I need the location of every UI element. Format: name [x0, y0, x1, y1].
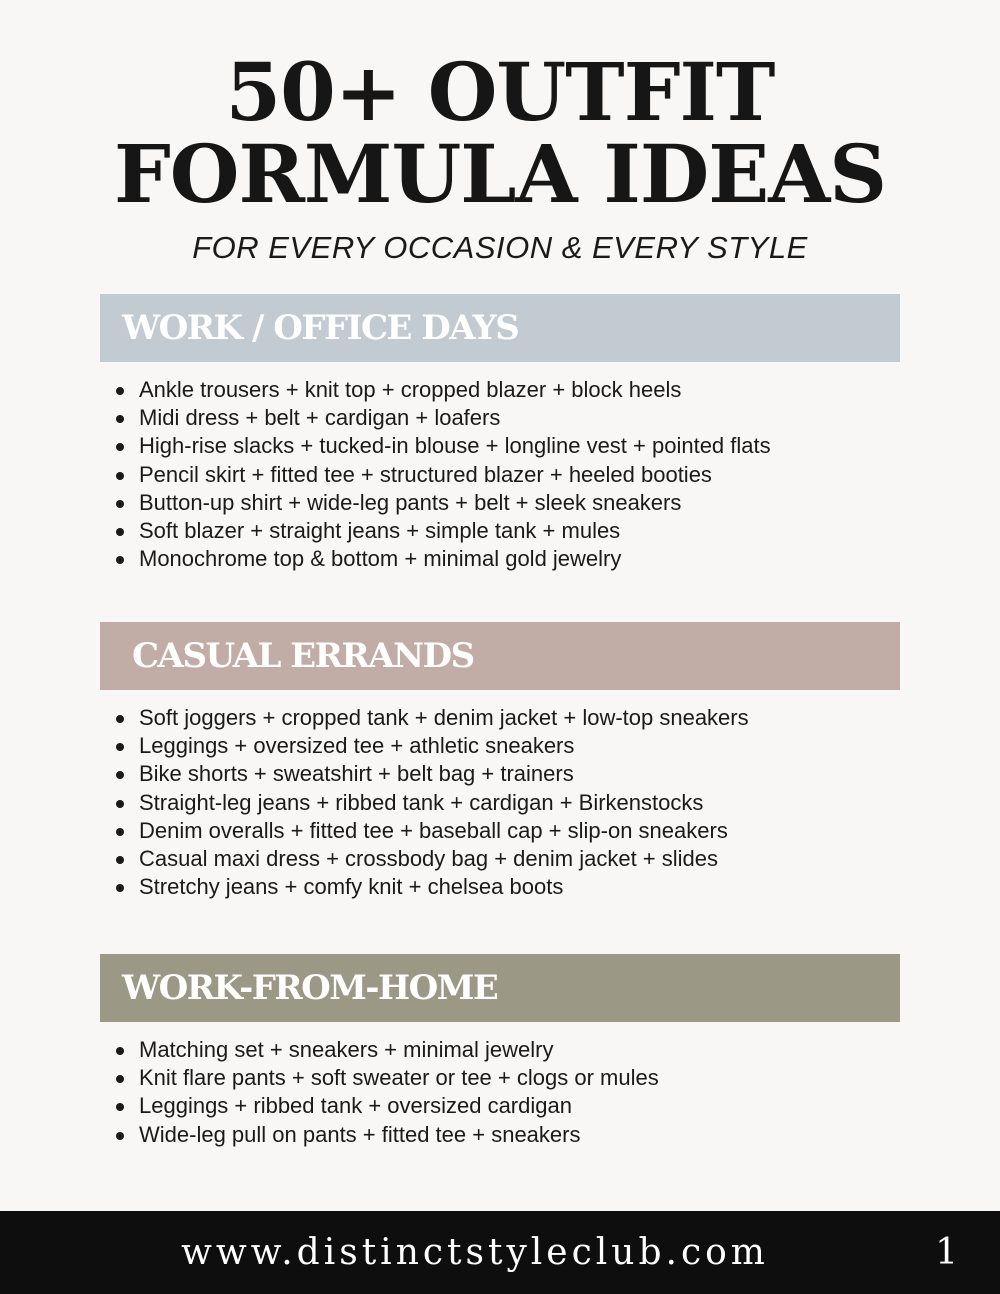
- list-item: Casual maxi dress + crossbody bag + denim jacket + slides: [100, 845, 900, 873]
- list-item: Button-up shirt + wide-leg pants + belt + sleek sneakers: [100, 489, 900, 517]
- section-header-bar: [100, 622, 900, 690]
- list-item: Matching set + sneakers + minimal jewelry: [100, 1036, 900, 1064]
- section-casual-errands: [100, 622, 900, 901]
- section-work-from-home: [100, 954, 900, 1149]
- list-item: Knit flare pants + soft sweater or tee + clogs or mules: [100, 1064, 900, 1092]
- page-header: [0, 45, 1000, 266]
- outfit-list: [100, 704, 900, 901]
- list-item: Stretchy jeans + comfy knit + chelsea boots: [100, 873, 900, 901]
- list-item: Soft joggers + cropped tank + denim jacket + low-top sneakers: [100, 704, 900, 732]
- section-title: WORK-FROM-HOME: [122, 968, 498, 1008]
- list-item: Pencil skirt + fitted tee + structured blazer + heeled booties: [100, 461, 900, 489]
- website-url: www.distinctstyleclub.com: [181, 1232, 769, 1273]
- page-title-line-1: 50+ OUTFIT: [225, 45, 775, 139]
- list-item: Midi dress + belt + cardigan + loafers: [100, 404, 900, 432]
- page-footer: [0, 1211, 1000, 1294]
- outfit-list: [100, 376, 900, 573]
- list-item: Bike shorts + sweatshirt + belt bag + trainers: [100, 760, 900, 788]
- section-title: WORK / OFFICE DAYS: [122, 308, 519, 348]
- list-item: Wide-leg pull on pants + fitted tee + sneakers: [100, 1121, 900, 1149]
- section-header-bar: [100, 294, 900, 362]
- list-item: Ankle trousers + knit top + cropped blazer + block heels: [100, 376, 900, 404]
- list-item: Straight-leg jeans + ribbed tank + cardigan + Birkenstocks: [100, 789, 900, 817]
- list-item: High-rise slacks + tucked-in blouse + longline vest + pointed flats: [100, 432, 900, 460]
- list-item: Leggings + ribbed tank + oversized cardigan: [100, 1092, 900, 1120]
- page-title-line-2: FORMULA IDEAS: [113, 127, 887, 221]
- section-header-bar: [100, 954, 900, 1022]
- list-item: Denim overalls + fitted tee + baseball cap + slip-on sneakers: [100, 817, 900, 845]
- list-item: Monochrome top & bottom + minimal gold jewelry: [100, 545, 900, 573]
- list-item: Leggings + oversized tee + athletic sneakers: [100, 732, 900, 760]
- outfit-list: [100, 1036, 900, 1149]
- page-number: 1: [935, 1232, 958, 1273]
- list-item: Soft blazer + straight jeans + simple tank + mules: [100, 517, 900, 545]
- section-title: CASUAL ERRANDS: [132, 636, 474, 676]
- page-subtitle: FOR EVERY OCCASION & EVERY STYLE: [192, 230, 808, 265]
- section-work-office: [100, 294, 900, 573]
